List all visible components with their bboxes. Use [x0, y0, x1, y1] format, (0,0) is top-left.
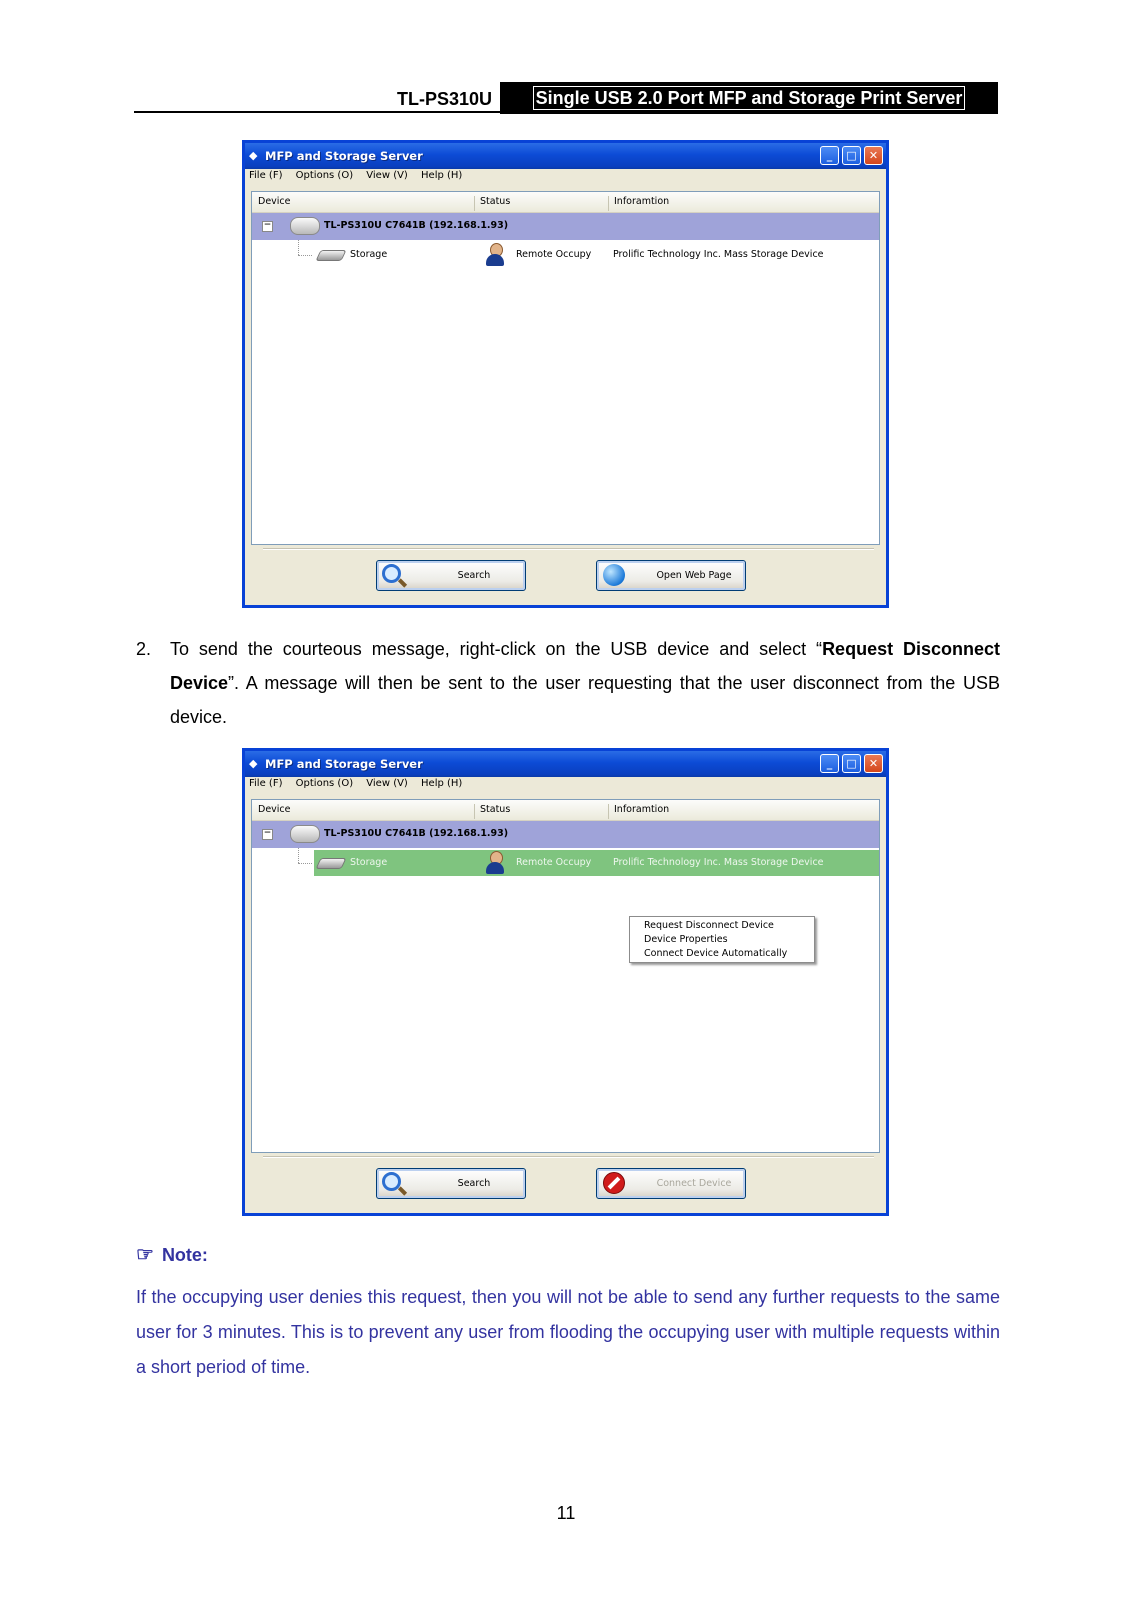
- menu-file[interactable]: File (F): [249, 778, 283, 789]
- menu-item-request-disconnect[interactable]: Request Disconnect Device: [644, 920, 774, 931]
- app-window-2: [242, 748, 889, 1216]
- list-header: [252, 800, 879, 822]
- menu-bar: [249, 170, 472, 188]
- column-separator[interactable]: [474, 804, 475, 819]
- window-titlebar[interactable]: [245, 143, 886, 169]
- window-titlebar[interactable]: [245, 751, 886, 777]
- app-icon: ◆: [249, 757, 258, 770]
- search-button-label: Search: [457, 1178, 491, 1189]
- context-menu: [629, 916, 815, 963]
- menu-options[interactable]: Options (O): [295, 170, 354, 181]
- open-web-page-label: Open Web Page: [656, 570, 732, 581]
- user-body: [486, 862, 504, 874]
- tree-line: [298, 255, 312, 256]
- server-row[interactable]: [252, 821, 879, 848]
- note-heading: [136, 1242, 208, 1267]
- connect-device-button[interactable]: [596, 1168, 746, 1199]
- note-heading-text: Note:: [161, 1245, 208, 1265]
- device-list: [251, 799, 880, 1153]
- print-server-icon: [290, 217, 320, 235]
- maximize-button[interactable]: □: [842, 146, 861, 165]
- device-name: Storage: [350, 857, 388, 868]
- device-status: Remote Occupy: [516, 249, 592, 260]
- user-icon: [484, 851, 506, 875]
- header-model: TL-PS310U: [396, 89, 492, 109]
- app-window-1: [242, 140, 889, 608]
- column-device[interactable]: Device: [258, 196, 291, 207]
- maximize-button[interactable]: □: [842, 754, 861, 773]
- footer-separator: [263, 548, 874, 550]
- menu-file[interactable]: File (F): [249, 170, 283, 181]
- header-title-text: Single USB 2.0 Port MFP and Storage Print Server: [533, 86, 966, 110]
- server-name: TL-PS310U C7641B (192.168.1.93): [324, 828, 509, 839]
- device-status: Remote Occupy: [516, 857, 592, 868]
- user-icon: [484, 243, 506, 267]
- header-title: [500, 82, 998, 114]
- search-icon-handle: [398, 578, 407, 587]
- server-name: TL-PS310U C7641B (192.168.1.93): [324, 220, 509, 231]
- column-separator[interactable]: [474, 196, 475, 211]
- collapse-icon[interactable]: −: [263, 220, 272, 230]
- device-info: Prolific Technology Inc. Mass Storage Device: [613, 249, 824, 260]
- column-status[interactable]: Status: [480, 196, 511, 207]
- close-button[interactable]: ✕: [864, 146, 883, 165]
- menu-bar: [249, 778, 472, 796]
- window-title: MFP and Storage Server: [265, 757, 423, 771]
- footer-separator: [263, 1156, 874, 1158]
- step-number: 2.: [136, 639, 152, 659]
- close-button[interactable]: ✕: [864, 754, 883, 773]
- search-button[interactable]: [376, 560, 526, 591]
- print-server-icon: [290, 825, 320, 843]
- search-button-label: Search: [457, 570, 491, 581]
- step-text: [170, 632, 1000, 734]
- server-row[interactable]: [252, 213, 879, 240]
- device-info: Prolific Technology Inc. Mass Storage Device: [613, 857, 824, 868]
- page-number: 11: [556, 1503, 576, 1523]
- storage-row-selected[interactable]: [314, 850, 879, 876]
- window-title: MFP and Storage Server: [265, 149, 423, 163]
- minimize-button[interactable]: _: [820, 146, 839, 165]
- menu-help[interactable]: Help (H): [421, 170, 463, 181]
- menu-view[interactable]: View (V): [366, 778, 408, 789]
- column-information[interactable]: Inforamtion: [614, 804, 670, 815]
- step-text-bold: Request Disconnect Device: [170, 639, 1000, 693]
- menu-item-device-properties[interactable]: Device Properties: [644, 934, 728, 945]
- search-button[interactable]: [376, 1168, 526, 1199]
- header-rule: [134, 111, 504, 113]
- pointing-hand-icon: ☞: [136, 1244, 154, 1266]
- globe-icon: [603, 564, 625, 586]
- menu-options[interactable]: Options (O): [295, 778, 354, 789]
- column-separator[interactable]: [608, 196, 609, 211]
- menu-item-connect-automatically[interactable]: Connect Device Automatically: [644, 948, 788, 959]
- storage-row[interactable]: [314, 242, 879, 268]
- step-text-before: To send the courteous message, right-click on the USB device and select “: [170, 639, 823, 659]
- hard-drive-icon: [315, 250, 346, 261]
- column-status[interactable]: Status: [480, 804, 511, 815]
- step-2: [136, 632, 1000, 734]
- page-header: [134, 80, 998, 114]
- list-header: [252, 192, 879, 214]
- menu-view[interactable]: View (V): [366, 170, 408, 181]
- step-text-after: ”. A message will then be sent to the user requesting that the user disconnect from the USB device.: [170, 673, 1000, 727]
- tree-line: [298, 240, 299, 255]
- note-body: If the occupying user denies this request, then you will not be able to send any further requests to the same user for 3 minutes. This is to prevent any user from flooding the occupying user with multiple requests within a short period of time.: [136, 1287, 1000, 1377]
- user-body: [486, 254, 504, 266]
- search-icon-handle: [398, 1186, 407, 1195]
- column-device[interactable]: Device: [258, 804, 291, 815]
- column-information[interactable]: Inforamtion: [614, 196, 670, 207]
- hard-drive-icon: [315, 858, 346, 869]
- tree-line: [298, 848, 299, 863]
- device-list: [251, 191, 880, 545]
- minimize-button[interactable]: _: [820, 754, 839, 773]
- tree-line: [298, 863, 312, 864]
- device-name: Storage: [350, 249, 388, 260]
- app-icon: ◆: [249, 149, 258, 162]
- collapse-icon[interactable]: −: [263, 828, 272, 838]
- column-separator[interactable]: [608, 804, 609, 819]
- open-web-page-button[interactable]: [596, 560, 746, 591]
- menu-help[interactable]: Help (H): [421, 778, 463, 789]
- prohibited-icon: [603, 1172, 625, 1194]
- connect-device-label: Connect Device: [656, 1178, 732, 1189]
